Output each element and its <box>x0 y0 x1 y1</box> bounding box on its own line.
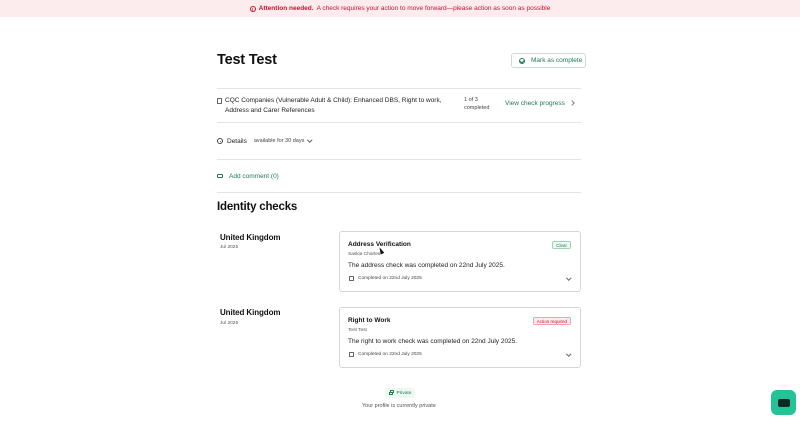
address-verification-card[interactable] <box>339 231 581 292</box>
check-date: Jul 2025 <box>220 245 239 250</box>
check-date: Jul 2025 <box>220 321 239 326</box>
card-person: Test Test <box>348 328 367 333</box>
card-description: The address check was completed on 22nd July 2025. <box>348 262 505 269</box>
mark-as-complete-label: Mark as complete <box>531 57 583 64</box>
divider <box>217 88 581 89</box>
status-badge: Action required <box>533 317 571 325</box>
card-person: Saskia Charles <box>348 252 381 257</box>
calendar-icon <box>349 276 354 281</box>
attention-banner <box>0 0 800 17</box>
check-country: United Kingdom <box>220 233 281 242</box>
divider <box>217 122 581 123</box>
chevron-down-icon[interactable] <box>308 138 313 143</box>
chat-icon <box>778 399 790 407</box>
card-description: The right to work check was completed on 22nd July 2025. <box>348 338 518 345</box>
divider <box>217 159 581 160</box>
chat-button[interactable] <box>771 390 796 415</box>
identity-checks-title: Identity checks <box>217 201 298 213</box>
calendar-icon <box>349 352 354 357</box>
check-circle-icon <box>519 58 525 64</box>
check-country: United Kingdom <box>220 308 281 317</box>
privacy-badge-label: Private <box>396 390 412 396</box>
divider <box>217 192 581 193</box>
chevron-right-icon[interactable] <box>569 100 575 106</box>
card-title: Right to Work <box>348 317 391 324</box>
chevron-down-icon[interactable] <box>566 351 571 356</box>
lock-icon <box>389 392 393 395</box>
right-to-work-card[interactable] <box>339 307 581 368</box>
status-badge: Clear <box>552 241 571 249</box>
banner-message: A check requires your action to move forward—please action as soon as possible <box>316 5 551 12</box>
check-package-name: CQC Companies (Vulnerable Adult & Child): Enhanced DBS, Right to work, Address and Carer References <box>225 97 442 114</box>
privacy-badge <box>385 388 415 398</box>
mark-as-complete-button[interactable] <box>511 53 586 68</box>
add-comment-label: Add comment (0) <box>229 172 279 180</box>
settings-icon <box>217 138 223 144</box>
details-availability: available for 30 days <box>253 138 305 144</box>
info-circle-icon: ! <box>250 6 256 12</box>
card-title: Address Verification <box>348 241 411 248</box>
add-comment-button[interactable] <box>217 171 279 181</box>
comment-icon <box>217 174 223 179</box>
document-icon <box>217 98 222 104</box>
chevron-down-icon[interactable] <box>566 275 571 280</box>
privacy-text: Your profile is currently private <box>362 403 436 409</box>
card-completed-date: Completed on 22nd July 2025 <box>358 352 422 357</box>
check-count: 1 of 3 completed <box>464 97 490 111</box>
check-package-row <box>217 96 581 116</box>
banner-strong-text: Attention needed. <box>258 5 314 12</box>
card-completed-date: Completed on 22nd July 2025 <box>358 276 422 281</box>
page-title: Test Test <box>217 52 277 68</box>
details-toggle[interactable] <box>217 136 312 146</box>
details-label: Details <box>227 137 247 145</box>
view-check-progress-link[interactable]: View check progress <box>505 100 565 107</box>
